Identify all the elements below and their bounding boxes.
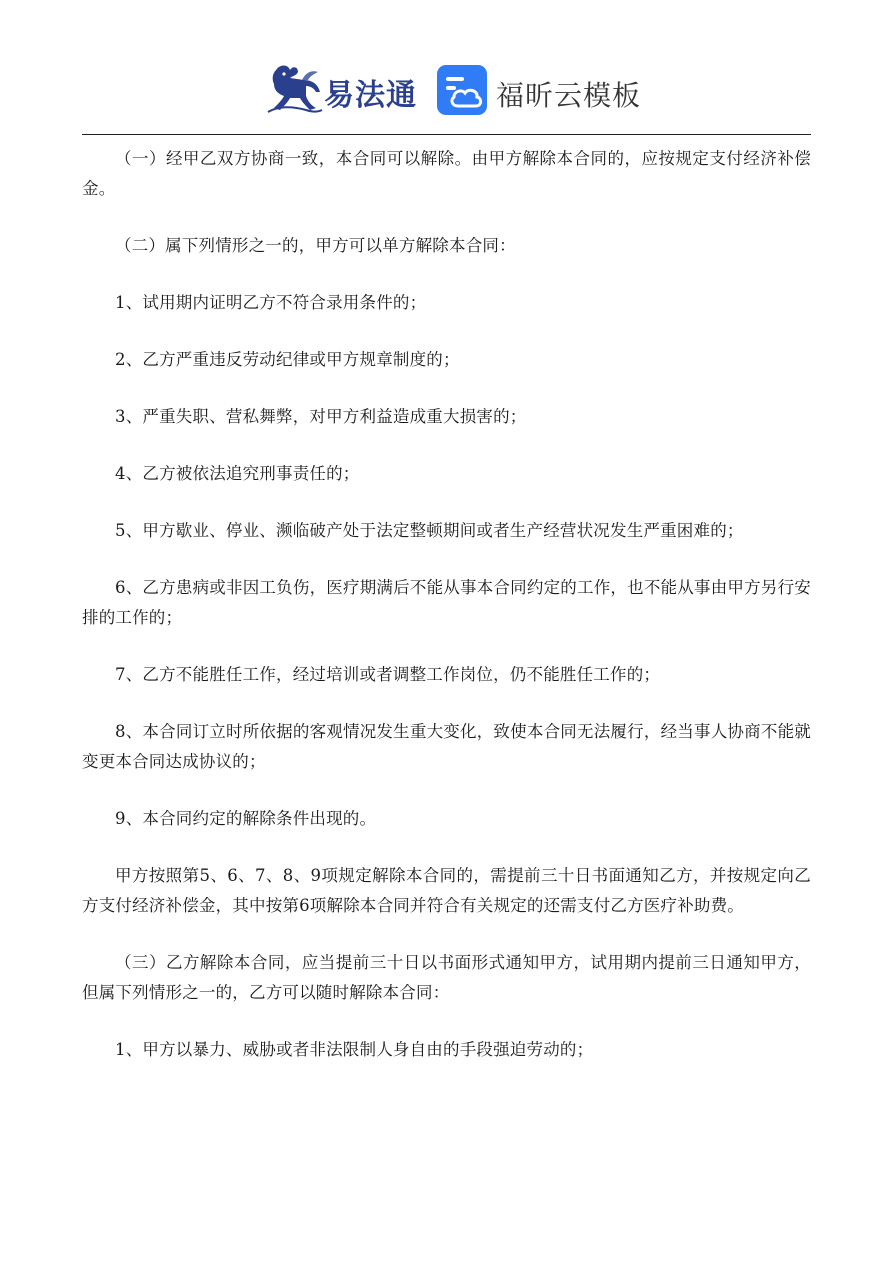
paragraph-9: 7、乙方不能胜任工作，经过培训或者调整工作岗位，仍不能胜任工作的； — [115, 665, 661, 684]
paragraph-8: 6、乙方患病或非因工负伤，医疗期满后不能从事本合同约定的工作，也不能从事由甲方另行安排的工作的； — [82, 578, 811, 627]
paragraph-6: 4、乙方被依法追究刑事责任的； — [115, 464, 360, 483]
paragraph-7: 5、甲方歇业、停业、濒临破产处于法定整顿期间或者生产经营状况发生严重困难的； — [115, 521, 744, 540]
yifatong-logo-text: 易法通 — [324, 78, 417, 113]
qilin-mascot-icon — [262, 62, 326, 118]
paragraph-5: 3、严重失职、营私舞弊，对甲方利益造成重大损害的； — [115, 407, 527, 426]
paragraph-2: （二）属下列情形之一的，甲方可以单方解除本合同： — [115, 236, 516, 255]
paragraph-12: 甲方按照第5、6、7、8、9项规定解除本合同的，需提前三十日书面通知乙方，并按规定向乙方支付经济补偿金，其中按第6项解除本合同并符合有关规定的还需支付乙方医疗补助费。 — [82, 866, 811, 915]
paragraph-14: 1、甲方以暴力、威胁或者非法限制人身自由的手段强迫劳动的； — [115, 1040, 594, 1059]
paragraph-4: 2、乙方严重违反劳动纪律或甲方规章制度的； — [115, 350, 460, 369]
header-divider — [82, 134, 811, 135]
paragraph-13: （三）乙方解除本合同，应当提前三十日以书面形式通知甲方，试用期内提前三日通知甲方，但属下列情形之一的，乙方可以随时解除本合同： — [82, 953, 811, 1002]
foxit-template-logo — [436, 64, 642, 120]
foxit-template-logo-text: 福昕云模板 — [496, 79, 642, 112]
yifatong-logo — [262, 62, 422, 118]
paragraph-11: 9、本合同约定的解除条件出现的。 — [115, 809, 377, 828]
page-header — [0, 58, 893, 124]
paragraph-1: （一）经甲乙双方协商一致，本合同可以解除。由甲方解除本合同的，应按规定支付经济补偿金。 — [82, 149, 811, 198]
contract-body — [82, 144, 811, 1065]
paragraph-3: 1、试用期内证明乙方不符合录用条件的； — [115, 293, 427, 312]
paragraph-10: 8、本合同订立时所依据的客观情况发生重大变化，致使本合同无法履行，经当事人协商不能就变更本合同达成协议的； — [82, 722, 811, 771]
cloud-document-icon — [436, 64, 488, 116]
